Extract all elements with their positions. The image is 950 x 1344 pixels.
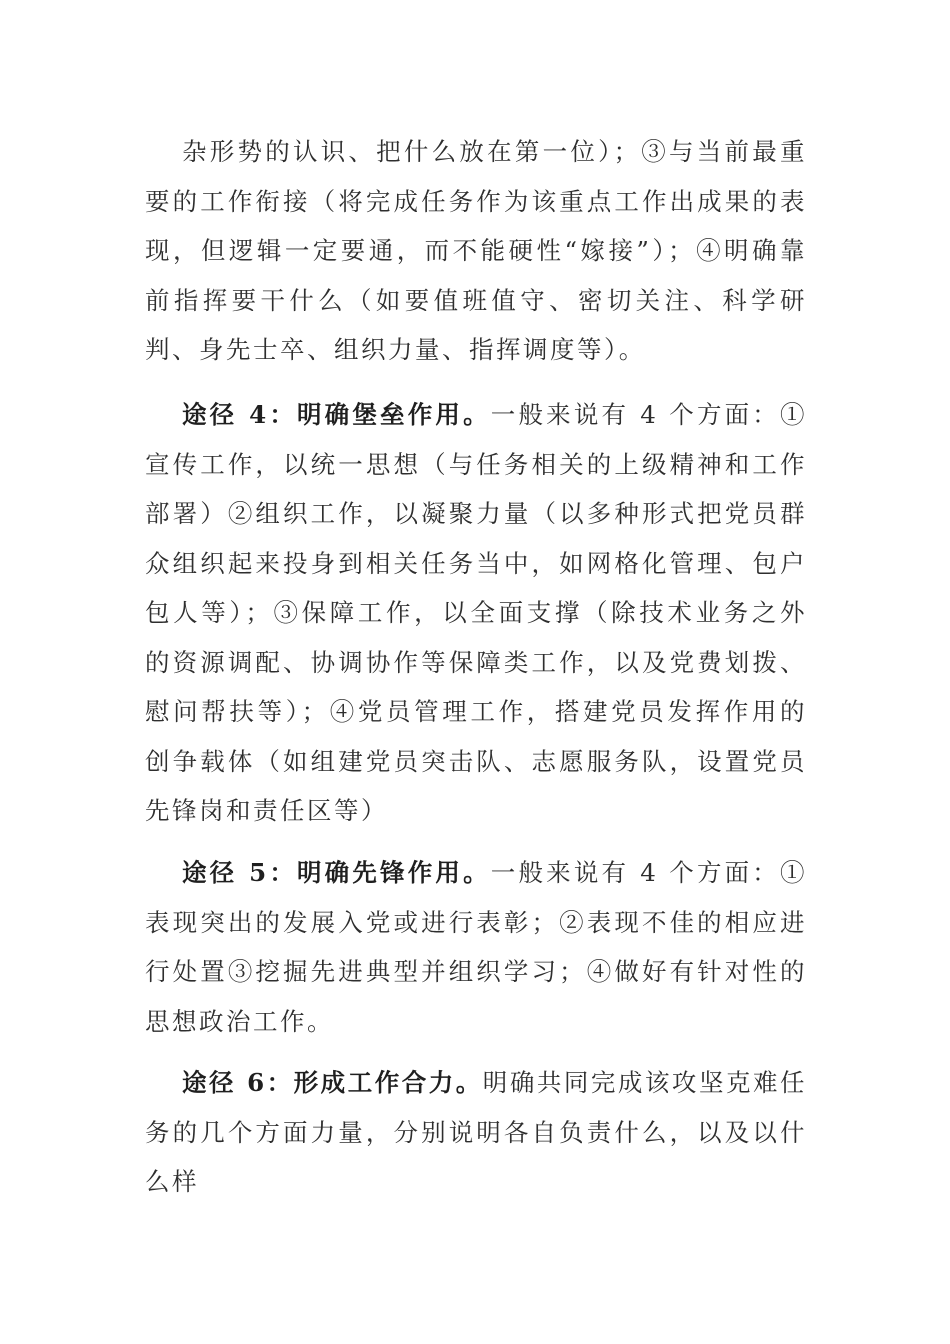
paragraph-path-4	[145, 390, 807, 836]
paragraph-path-5	[145, 848, 807, 1046]
paragraph-heading: 途径 4：明确堡垒作用。	[182, 400, 491, 429]
paragraph-text: 一般来说有 4 个方面：①表现突出的发展入党或进行表彰；②表现不佳的相应进行处置③挖掘先进典型并组织学习；④做好有针对性的思想政治工作。	[145, 858, 807, 1036]
paragraph-path-6	[145, 1058, 807, 1207]
paragraph-text: 一般来说有 4 个方面：①宣传工作，以统一思想（与任务相关的上级精神和工作部署）②组织工作，以凝聚力量（以多种形式把党员群众组织起来投身到相关任务当中，如网格化管理、包户包人等）；③保障工作，以全面支撑（除技术业务之外的资源调配、协调协作等保障类工作，以及党费划拨、慰问帮扶等）；④党员管理工作，搭建党员发挥作用的创争载体（如组建党员突击队、志愿服务队，设置党员先锋岗和责任区等）	[145, 400, 807, 825]
paragraph-heading: 途径 5：明确先锋作用。	[182, 858, 491, 887]
paragraph-heading: 途径 6：形成工作合力。	[182, 1068, 483, 1097]
paragraph-text: 杂形势的认识、把什么放在第一位）；③与当前最重要的工作衔接（将完成任务作为该重点工作出成果的表现，但逻辑一定要通，而不能硬性“嫁接”）；④明确靠前指挥要干什么（如要值班值守、密切关注、科学研判、身先士卒、组织力量、指挥调度等）。	[145, 137, 807, 364]
paragraph-text: 明确共同完成该攻坚克难任务的几个方面力量，分别说明各自负责什么，以及以什么样	[145, 1068, 807, 1196]
paragraph-continuation	[145, 127, 807, 375]
